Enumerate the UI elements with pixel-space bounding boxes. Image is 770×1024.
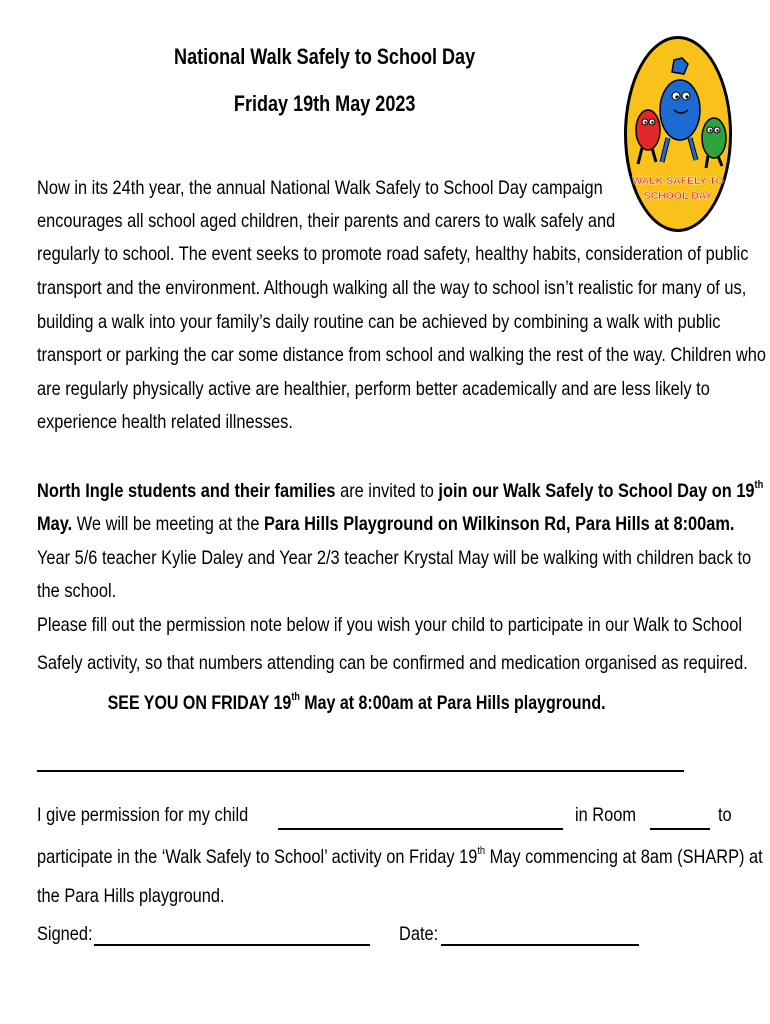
page-title: National Walk Safely to School Day (174, 44, 476, 69)
permission-line: participate in the ‘Walk Safely to School’ activity on Friday 19th May commencing at 8am (SHARP) at (37, 845, 763, 868)
invite-line: the school. (37, 580, 117, 602)
intro-line: regularly to school. The event seeks to promote road safety, healthy habits, consideration of public (37, 243, 749, 265)
svg-text:WALK SAFELY TO: WALK SAFELY TO (632, 175, 724, 187)
room-field[interactable] (650, 808, 710, 830)
invite-line: North Ingle students and their families are invited to join our Walk Safely to School Day on 19th (37, 479, 764, 502)
signature-field[interactable] (94, 924, 370, 946)
invite-line: Safely activity, so that numbers attending can be confirmed and medication organised as required. (37, 652, 748, 674)
intro-line: transport or parking the car some distance from school and walking the rest of the way. Children who (37, 344, 766, 366)
intro-line: are regularly physically active are healthier, perform better academically and are less likely to (37, 378, 710, 400)
cut-line (37, 770, 684, 772)
date-label: Date: (399, 923, 439, 945)
date-field[interactable] (441, 924, 639, 946)
permission-line: the Para Hills playground. (37, 885, 225, 907)
intro-line: building a walk into your family’s daily routine can be achieved by combining a walk with public (37, 311, 721, 333)
walk-safely-logo (622, 34, 734, 234)
see-you-banner: SEE YOU ON FRIDAY 19th May at 8:00am at Para Hills playground. (108, 691, 606, 714)
invite-line: Year 5/6 teacher Kylie Daley and Year 2/3 teacher Krystal May will be walking with children back to (37, 547, 752, 569)
intro-line: experience health related illnesses. (37, 411, 293, 433)
event-date: Friday 19th May 2023 (234, 91, 416, 116)
intro-line: encourages all school aged children, their parents and carers to walk safely and (37, 210, 616, 232)
intro-line: transport and the environment. Although walking all the way to school isn’t realistic for many of us, (37, 277, 747, 299)
permission-line: I give permission for my child (37, 804, 249, 826)
permission-to-label: to (718, 804, 732, 826)
invite-line: May. We will be meeting at the Para Hills Playground on Wilkinson Rd, Para Hills at 8:00am. (37, 513, 735, 535)
intro-line: Now in its 24th year, the annual National Walk Safely to School Day campaign (37, 177, 603, 199)
permission-room-label: in Room (575, 804, 637, 826)
child-name-field[interactable] (278, 808, 563, 830)
invite-line: Please fill out the permission note below if you wish your child to participate in our Walk to School (37, 614, 742, 636)
signed-label: Signed: (37, 923, 93, 945)
svg-text:SCHOOL DAY: SCHOOL DAY (643, 190, 713, 202)
